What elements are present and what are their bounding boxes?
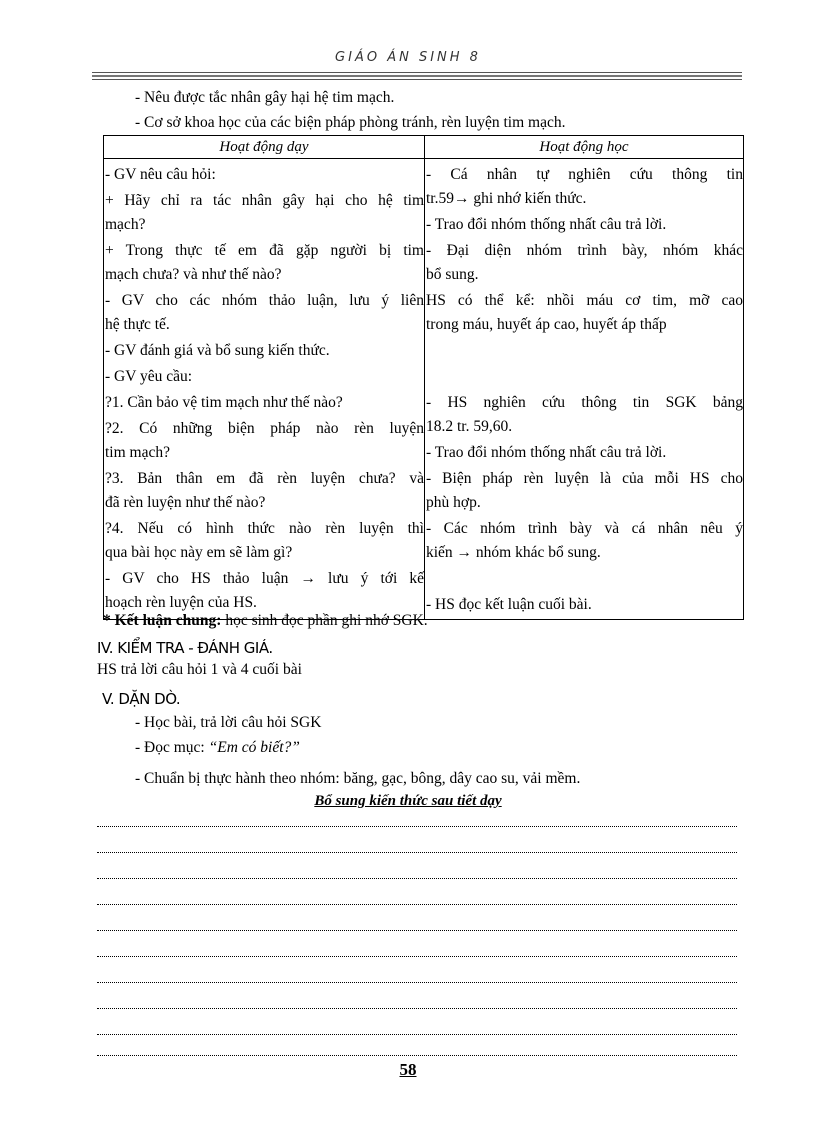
conclusion-text: học sinh đọc phần ghi nhớ SGK.	[225, 612, 428, 629]
teacher-item: ?2. Có những biện pháp nào rèn luyện tim mạch?	[105, 420, 424, 461]
teacher-item: ?4. Nếu có hình thức nào rèn luyện thì qua bài học này em sẽ làm gì?	[105, 520, 424, 561]
general-conclusion	[103, 612, 428, 630]
student-item: - HS đọc kết luận cuối bài.	[426, 596, 592, 613]
supplement-title: Bổ sung kiến thức sau tiết dạy	[314, 793, 502, 809]
student-item: - Trao đổi nhóm thống nhất câu trả lời.	[426, 216, 667, 233]
note-line	[97, 1007, 737, 1009]
student-item: - Đại diện nhóm trình bày, nhóm khác bổ sung.	[426, 242, 743, 283]
section-4-text: HS trả lời câu hỏi 1 và 4 cuối bài	[97, 661, 302, 678]
note-line	[97, 825, 737, 827]
objective-2: - Cơ sở khoa học của các biện pháp phòng tránh, rèn luyện tim mạch.	[135, 114, 566, 131]
homework-item-3: - Chuẩn bị thực hành theo nhóm: băng, gạc, bông, dây cao su, vải mềm.	[135, 770, 581, 787]
header-learning: Hoạt động học	[425, 136, 744, 159]
section-4-heading: IV. KIỂM TRA - ĐÁNH GIÁ.	[97, 639, 273, 657]
page-number: 58	[399, 1060, 417, 1079]
note-line	[97, 929, 737, 931]
note-line	[97, 851, 737, 853]
note-line	[97, 955, 737, 957]
page-header-title: GIÁO ÁN SINH 8	[335, 50, 481, 65]
note-line	[97, 981, 737, 983]
note-line	[97, 877, 737, 879]
teacher-item: - GV yêu cầu:	[105, 368, 193, 385]
table-row	[104, 159, 744, 620]
student-item: HS có thể kể: nhồi máu cơ tim, mỡ cao trong máu, huyết áp cao, huyết áp thấp	[426, 292, 743, 333]
header-rule-top	[92, 72, 742, 73]
note-line	[97, 1033, 737, 1035]
student-item: - Biện pháp rèn luyện là của mỗi HS cho phù hợp.	[426, 470, 743, 511]
student-item: - Các nhóm trình bày và cá nhân nêu ý kiến → nhóm khác bổ sung.	[426, 520, 743, 561]
table-header-row	[104, 136, 744, 159]
homework-item-1: - Học bài, trả lời câu hỏi SGK	[135, 714, 322, 731]
student-item: - Cá nhân tự nghiên cứu thông tin tr.59→ ghi nhớ kiến thức.	[426, 166, 743, 207]
note-line	[97, 903, 737, 905]
teacher-item: - GV đánh giá và bổ sung kiến thức.	[105, 342, 330, 359]
teacher-activity-cell	[104, 159, 425, 620]
header-rule-bottom	[92, 79, 742, 80]
homework-item-2-title: “Em có biết?”	[208, 739, 300, 756]
homework-item-2	[135, 739, 300, 757]
note-line	[97, 1054, 737, 1056]
student-activity-cell	[425, 159, 744, 620]
header-teaching: Hoạt động dạy	[104, 136, 425, 159]
student-item: - Trao đổi nhóm thống nhất câu trả lời.	[426, 444, 667, 461]
header-rule-middle	[92, 75, 742, 77]
teacher-item: ?1. Cần bảo vệ tim mạch như thế nào?	[105, 394, 343, 411]
teacher-item: + Trong thực tế em đã gặp người bị tim mạch chưa? và như thế nào?	[105, 242, 424, 283]
objective-1: - Nêu được tắc nhân gây hại hệ tim mạch.	[135, 89, 395, 106]
conclusion-label: * Kết luận chung:	[103, 612, 222, 629]
section-5-heading: V. DẶN DÒ.	[102, 690, 181, 708]
student-item: - HS nghiên cứu thông tin SGK bảng 18.2 tr. 59,60.	[426, 394, 743, 435]
activity-table	[103, 135, 744, 620]
homework-item-2-prefix: - Đọc mục:	[135, 739, 205, 756]
teacher-item: - GV nêu câu hỏi:	[105, 166, 216, 183]
teacher-item: - GV cho HS thảo luận → lưu ý tới kế hoạch rèn luyện của HS.	[105, 570, 424, 611]
teacher-item: + Hãy chỉ ra tác nhân gây hại cho hệ tim mạch?	[105, 192, 424, 233]
teacher-item: - GV cho các nhóm thảo luận, lưu ý liên hệ thực tế.	[105, 292, 424, 333]
teacher-item: ?3. Bản thân em đã rèn luyện chưa? và đã rèn luyện như thế nào?	[105, 470, 424, 511]
